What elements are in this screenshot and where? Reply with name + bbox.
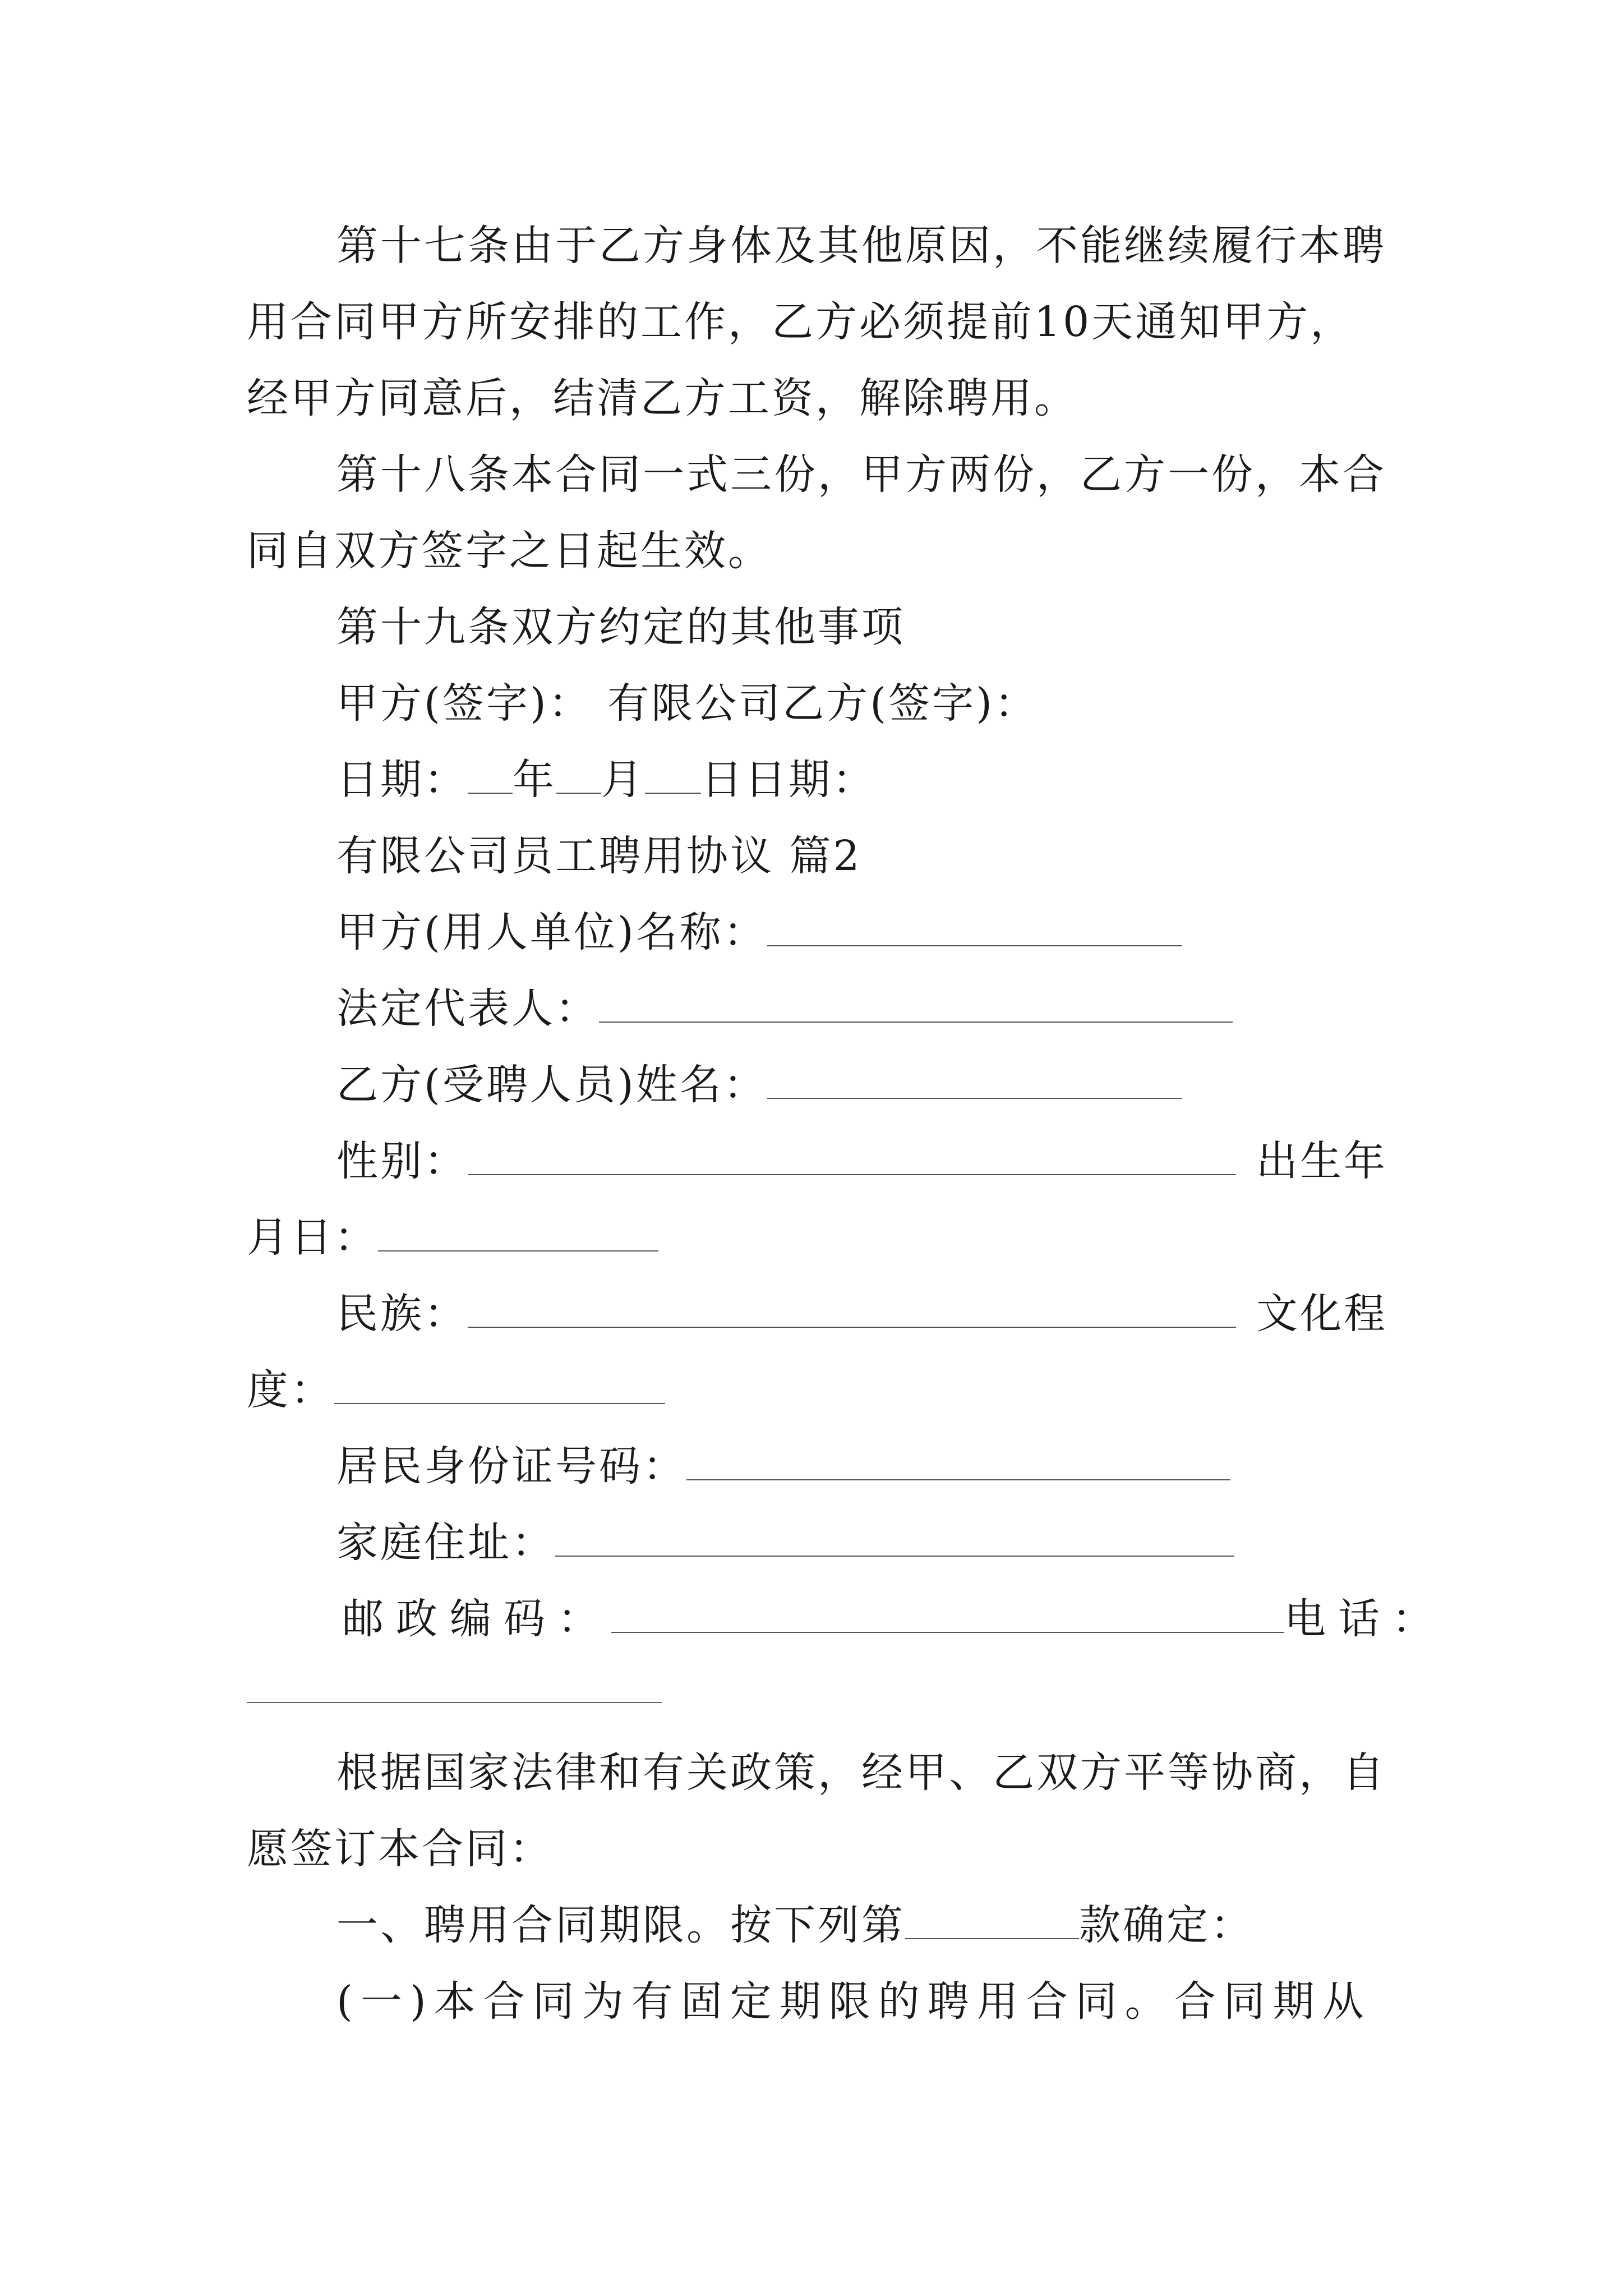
- gender-label: 性别：: [336, 1137, 468, 1185]
- employer-name-label: 甲方(用人单位)名称：: [336, 908, 767, 956]
- phone-blank[interactable]: [247, 1702, 662, 1703]
- address-blank[interactable]: [555, 1521, 1234, 1557]
- article-17-line-3: 经甲方同意后，结清乙方工资，解除聘用。: [247, 374, 1078, 422]
- employee-name-label: 乙方(受聘人员)姓名：: [336, 1061, 767, 1109]
- signature-line: 甲方(签字)： 有限公司乙方(签字)：: [336, 679, 1039, 728]
- education-label-part-2: 度：: [247, 1366, 334, 1414]
- employee-name-blank[interactable]: [767, 1063, 1182, 1099]
- term-prefix: 一、聘用合同期限。按下列第: [336, 1901, 905, 1949]
- ethnicity-label: 民族：: [336, 1290, 468, 1338]
- year-blank[interactable]: [468, 758, 513, 794]
- postcode-blank[interactable]: [611, 1597, 1284, 1633]
- employee-name-field: [336, 1057, 1182, 1113]
- address-field: [336, 1515, 1234, 1571]
- id-number-blank[interactable]: [686, 1444, 1230, 1480]
- month-label: 月: [601, 756, 645, 804]
- day-date-label: 日日期：: [701, 756, 876, 804]
- legal-rep-blank[interactable]: [599, 987, 1233, 1023]
- education-label-part-1: 文化程: [1256, 1290, 1387, 1338]
- employer-name-blank[interactable]: [767, 910, 1182, 946]
- article-19: 第十九条双方约定的其他事项: [336, 603, 905, 651]
- article-18-line-1: 第十八条本合同一式三份，甲方两份，乙方一份，本合: [336, 450, 1386, 499]
- preamble-line-1: 根据国家法律和有关政策，经甲、乙双方平等协商，自: [336, 1749, 1386, 1797]
- section-heading: 有限公司员工聘用协议 篇2: [336, 832, 862, 880]
- term-blank[interactable]: [905, 1903, 1079, 1939]
- birth-label-part-1: 出生年: [1256, 1137, 1387, 1185]
- fixed-term-clause: (一)本合同为有固定期限的聘用合同。合同期从: [336, 1977, 1372, 2026]
- ethnicity-blank[interactable]: [468, 1292, 1236, 1328]
- id-number-label: 居民身份证号码：: [336, 1442, 686, 1490]
- month-blank[interactable]: [556, 758, 601, 794]
- term-line: [336, 1897, 1254, 1953]
- postcode-field: [342, 1591, 1284, 1647]
- year-label: 年: [513, 756, 556, 804]
- legal-rep-field: [336, 981, 1233, 1037]
- employer-name-field: [336, 904, 1182, 960]
- day-blank[interactable]: [645, 758, 701, 794]
- gender-field: [336, 1133, 1236, 1189]
- term-suffix: 款确定：: [1079, 1901, 1254, 1949]
- education-blank[interactable]: [334, 1368, 665, 1404]
- article-17-line-2: 用合同甲方所安排的工作，乙方必须提前10天通知甲方，: [247, 298, 1354, 346]
- phone-label: 电话：: [1284, 1595, 1446, 1643]
- preamble-line-2: 愿签订本合同：: [247, 1825, 553, 1873]
- date-label: 日期：: [336, 756, 468, 804]
- date-line: [336, 752, 876, 808]
- legal-rep-label: 法定代表人：: [336, 984, 599, 1033]
- education-field: [247, 1362, 665, 1418]
- gender-blank[interactable]: [468, 1139, 1236, 1175]
- birth-field: [247, 1209, 658, 1266]
- article-18-line-2: 同自双方签字之日起生效。: [247, 527, 772, 575]
- id-number-field: [336, 1438, 1230, 1494]
- ethnicity-field: [336, 1286, 1236, 1342]
- address-label: 家庭住址：: [336, 1519, 555, 1567]
- postcode-label: 邮政编码：: [342, 1595, 611, 1643]
- article-17-line-1: 第十七条由于乙方身体及其他原因，不能继续履行本聘: [336, 222, 1386, 270]
- birth-label-part-2: 月日：: [247, 1213, 378, 1262]
- birth-blank[interactable]: [378, 1216, 658, 1251]
